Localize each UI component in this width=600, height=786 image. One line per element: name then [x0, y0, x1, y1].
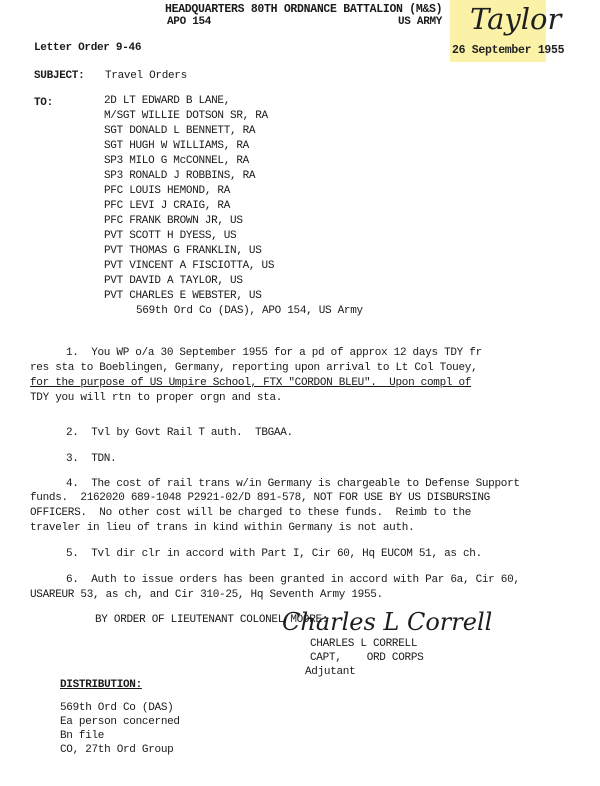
para4-line: funds. 2162020 689-1048 P2921-02/D 891-578, NOT FOR USE BY US DISBURSING [30, 492, 490, 504]
recipient: M/SGT WILLIE DOTSON SR, RA [104, 110, 268, 122]
para4-line: traveler in lieu of trans in kind within Germany is not auth. [30, 522, 415, 534]
order-by-line: BY ORDER OF LIEUTENANT COLONEL MOORE: [95, 614, 329, 626]
recipient: SGT HUGH W WILLIAMS, RA [104, 140, 249, 152]
signer-title: Adjutant [305, 666, 356, 678]
para1-line: TDY you will rtn to proper orgn and sta. [30, 392, 283, 404]
recipient: PVT DAVID A TAYLOR, US [104, 275, 243, 287]
header-unit: HEADQUARTERS 80TH ORDNANCE BATTALION (M&S) [165, 3, 443, 16]
recipient: SGT DONALD L BENNETT, RA [104, 125, 256, 137]
handwritten-taylor: Taylor [470, 2, 562, 36]
recipient-unit: 569th Ord Co (DAS), APO 154, US Army [136, 305, 363, 317]
distribution-item: CO, 27th Ord Group [60, 744, 174, 756]
para3: 3. TDN. [66, 453, 117, 465]
letter-order-number: Letter Order 9-46 [34, 42, 142, 54]
para5: 5. Tvl dir clr in accord with Part I, Cir 60, Hq EUCOM 51, as ch. [66, 548, 482, 560]
recipient: PVT VINCENT A FISCIOTTA, US [104, 260, 275, 272]
subject-label: SUBJECT: [34, 70, 85, 82]
recipient: 2D LT EDWARD B LANE, [104, 95, 231, 107]
distribution-label: DISTRIBUTION: [60, 679, 142, 691]
para4-line: 4. The cost of rail trans w/in Germany is chargeable to Defense Support [66, 478, 520, 490]
to-label: TO: [34, 97, 53, 109]
signer-rank: CAPT, ORD CORPS [310, 652, 424, 664]
para6-line: 6. Auth to issue orders has been granted in accord with Par 6a, Cir 60, [66, 574, 520, 586]
subject-value: Travel Orders [105, 70, 187, 82]
recipient: SP3 MILO G McCONNEL, RA [104, 155, 249, 167]
recipient: SP3 RONALD J ROBBINS, RA [104, 170, 256, 182]
header-apo: APO 154 [167, 16, 212, 28]
recipient: PFC LEVI J CRAIG, RA [104, 200, 231, 212]
distribution-item: 569th Ord Co (DAS) [60, 702, 174, 714]
recipient: PVT THOMAS G FRANKLIN, US [104, 245, 262, 257]
para4-line: OFFICERS. No other cost will be charged to these funds. Reimb to the [30, 507, 472, 519]
recipient: PVT SCOTT H DYESS, US [104, 230, 237, 242]
para2: 2. Tvl by Govt Rail T auth. TBGAA. [66, 427, 293, 439]
para1-line: res sta to Boeblingen, Germany, reporting upon arrival to Lt Col Touey, [30, 362, 478, 374]
para1-line: 1. You WP o/a 30 September 1955 for a pd of approx 12 days TDY fr [66, 347, 482, 359]
distribution-item: Bn file [60, 730, 105, 742]
para1-line: for the purpose of US Umpire School, FTX "CORDON BLEU". Upon compl of [30, 377, 472, 389]
order-date: 26 September 1955 [452, 44, 565, 57]
recipient: PVT CHARLES E WEBSTER, US [104, 290, 262, 302]
distribution-item: Ea person concerned [60, 716, 180, 728]
para6-line: USAREUR 53, as ch, and Cir 310-25, Hq Seventh Army 1955. [30, 589, 383, 601]
signer-name: CHARLES L CORRELL [310, 638, 418, 650]
recipient: PFC FRANK BROWN JR, US [104, 215, 243, 227]
header-us-army: US ARMY [398, 16, 443, 28]
recipient: PFC LOUIS HEMOND, RA [104, 185, 231, 197]
handwritten-signature: Charles L Correll [282, 608, 493, 636]
